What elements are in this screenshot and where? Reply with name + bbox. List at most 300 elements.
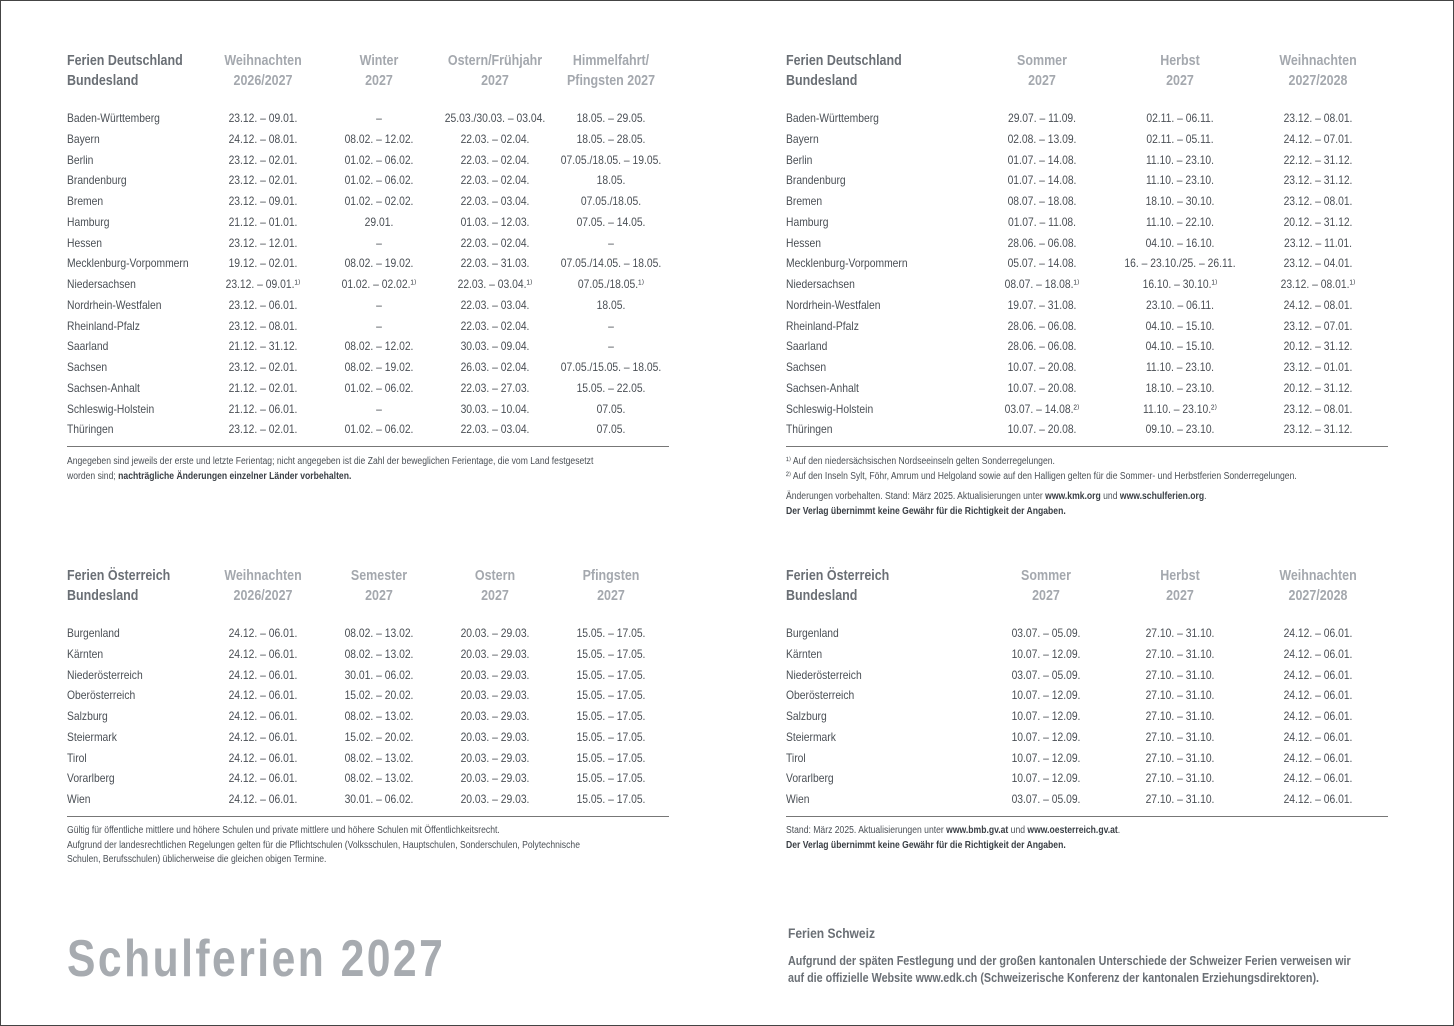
footnote-emphasis: Der Verlag übernimmt keine Gewähr für die Richtigkeit der Angaben. [786,505,1066,517]
date-range: 10.07. – 12.09. [1011,729,1081,744]
column-header [1017,51,1067,91]
column-header [1279,566,1356,606]
date-range: 27.10. – 31.10. [1145,626,1215,640]
state-name: Rheinland-Pfalz [67,318,140,333]
state-name: Nordrhein-Westfalen [67,297,162,312]
state-name: Sachsen-Anhalt [67,380,140,395]
date-range: 07.05./18.05. – 19.05. [560,152,662,167]
column-header [360,51,399,91]
date-range: 30.03. – 10.04. [460,401,530,416]
date-range: 24.12. – 06.01. [228,729,298,744]
footnote-line [786,490,1297,505]
state-name: Sachsen [67,360,108,374]
date-range: 15.02. – 20.02. [344,729,414,744]
state-name: Nordrhein-Westfalen [786,297,881,312]
date-range: 22.03. – 27.03. [460,380,530,395]
column-header [448,51,542,91]
state-name: Niedersachsen [67,277,136,291]
date-range: 01.07. – 14.08. [1007,173,1077,188]
column-header-line: Herbst [1160,53,1200,69]
date-range: 10.07. – 12.09. [1011,709,1081,723]
date-range: 16. – 23.10./25. – 26.11. [1124,256,1236,271]
date-range: 08.02. – 13.02. [344,646,414,661]
date-range: 22.03. – 02.04. [460,235,530,250]
date-range: 21.12. – 01.01. [228,214,298,229]
date-range: 01.07. – 11.08. [1007,214,1077,229]
footnote-text: . [1117,825,1121,836]
state-name: Salzburg [67,709,108,723]
date-range: 11.10. – 23.10. [1145,360,1215,374]
state-name: Brandenburg [67,173,127,188]
state-name: Berlin [67,152,94,167]
column-header-line: Weihnachten [1279,568,1357,584]
column-header-line: Sommer [1017,53,1067,69]
column-header-line: Bundesland [786,73,858,89]
table-row [67,212,671,233]
date-range: 30.01. – 06.02. [344,792,414,806]
date-range: 22.03. – 03.04. [460,422,530,437]
column-header-line: 2027 [481,73,509,89]
date-range: 24.12. – 08.01. [1283,297,1353,312]
date-range: 28.06. – 06.08. [1007,339,1077,354]
state-name: Hessen [786,235,821,250]
footnote-emphasis: Der Verlag übernimmt keine Gewähr für die Richtigkeit der Angaben. [786,839,1066,851]
table-row [67,419,671,440]
date-range: 23.12. – 01.01. [1283,360,1353,374]
table-row [67,748,671,769]
date-range: 24.12. – 06.01. [228,792,298,806]
column-header-line: Ferien Deutschland [786,53,902,69]
column-header [786,51,902,91]
column-header [1160,566,1200,606]
date-range: 20.03. – 29.03. [460,667,530,682]
date-range: 07.05. [596,422,626,437]
table-row [786,170,1390,191]
date-range: 15.05. – 17.05. [576,688,646,703]
table-row [67,274,671,295]
date-range: 08.02. – 19.02. [344,360,414,374]
column-header-line: Ferien Österreich [786,568,890,584]
date-range: 24.12. – 06.01. [1283,646,1353,661]
date-range: 08.02. – 12.02. [344,131,414,146]
date-range: 22.03. – 03.04. [460,297,530,312]
date-range: 01.02. – 02.02. [344,194,414,208]
date-range: 30.03. – 09.04. [460,339,530,354]
date-range: 03.07. – 14.08.²⁾ [1004,401,1080,416]
date-range: 04.10. – 15.10. [1145,339,1215,354]
table-row [67,378,671,399]
table-row [67,706,671,727]
date-range: 19.07. – 31.08. [1007,297,1077,312]
state-name: Vorarlberg [786,771,834,786]
state-name: Niederösterreich [786,667,862,682]
table-row [67,191,671,212]
date-range: 20.03. – 29.03. [460,729,530,744]
column-header-line: 2027 [597,588,625,604]
date-range: 24.12. – 06.01. [228,626,298,640]
state-name: Saarland [67,339,109,354]
date-range: 10.07. – 20.08. [1007,360,1077,374]
footnote-text: worden sind; [67,470,119,482]
date-range: 02.08. – 13.09. [1007,131,1077,146]
date-range: 01.02. – 06.02. [344,380,414,395]
table-body [67,108,671,440]
table-body [786,108,1390,440]
column-header-line: Herbst [1160,568,1200,584]
date-range: 24.12. – 08.01. [228,131,298,146]
state-name: Steiermark [786,729,836,744]
column-header-line: Ferien Deutschland [67,53,183,69]
state-name: Saarland [786,339,828,354]
column-header [475,566,515,606]
date-range: – [376,297,382,312]
date-range: 24.12. – 06.01. [1283,626,1353,640]
date-range: – [608,318,614,333]
table-row [67,129,671,150]
date-range: 23.12. – 02.01. [228,173,298,188]
date-range: 18.05. [596,173,626,188]
footnote-line [786,824,1120,839]
date-range: 23.12. – 08.01. [1283,111,1353,125]
state-name: Oberösterreich [786,688,855,703]
date-range: 29.07. – 11.09. [1007,111,1077,125]
date-range: 15.05. – 17.05. [576,771,646,786]
date-range: 23.12. – 08.01. [228,318,298,333]
footnote-text: Aufgrund der landesrechtlichen Regelungen gelten für die Pflichtschulen (Volksschulen, Hauptschulen, Sonderschulen, Polytechnische [67,839,580,851]
table-row [786,357,1390,378]
date-range: 08.07. – 18.08.¹⁾ [1004,277,1080,291]
state-name: Berlin [786,152,813,167]
column-header-line: 2027 [481,588,509,604]
date-range: 23.12. – 12.01. [228,235,298,250]
table-row [786,108,1390,129]
column-header [1021,566,1071,606]
date-range: 11.10. – 23.10. [1145,152,1215,167]
table-row [786,150,1390,171]
table-row [786,316,1390,337]
column-header-line: Ostern [474,568,516,584]
table-row [67,644,671,665]
date-range: 05.07. – 14.08. [1007,256,1077,271]
column-header [567,51,655,91]
table-de-summer-autumn [786,51,1390,517]
table-row [67,685,671,706]
date-range: 24.12. – 06.01. [228,771,298,786]
date-range: 22.03. – 02.04. [460,152,530,167]
table-row [786,727,1390,748]
date-range: 23.12. – 08.01.¹⁾ [1280,277,1356,291]
date-range: 23.10. – 06.11. [1145,297,1215,312]
footnote-line [786,839,1120,854]
date-range: 01.02. – 02.02.¹⁾ [341,277,417,291]
schweiz-line: auf die offizielle Website www.edk.ch (Schweizerische Konferenz der kantonalen Erziehungsdirektoren). [788,971,1320,985]
state-name: Schleswig-Holstein [67,401,155,416]
date-range: 01.02. – 06.02. [344,152,414,167]
column-header-line: Pfingsten [582,568,640,584]
date-range: 02.11. – 05.11. [1146,131,1214,146]
date-range: 23.12. – 31.12. [1283,422,1353,437]
state-name: Schleswig-Holstein [786,401,874,416]
date-range: 01.02. – 06.02. [344,422,414,437]
footnote-line [67,824,580,839]
date-range: 08.02. – 19.02. [344,256,414,271]
column-header-line: 2027 [365,588,393,604]
date-range: 28.06. – 06.08. [1007,235,1077,250]
footnote-text: ¹⁾ Auf den niedersächsischen Nordseeinseln gelten Sonderregelungen. [786,456,1055,467]
date-range: 28.06. – 06.08. [1007,318,1077,333]
date-range: – [608,235,614,250]
table-row [786,233,1390,254]
table-row [786,768,1390,789]
date-range: 10.07. – 12.09. [1011,771,1081,786]
date-range: 15.05. – 17.05. [576,709,646,723]
state-name: Rheinland-Pfalz [786,318,859,333]
date-range: 08.02. – 13.02. [344,709,414,723]
date-range: 07.05./18.05. [580,194,642,208]
date-range: 20.03. – 29.03. [460,750,530,765]
column-header-line: Winter [359,53,399,69]
date-range: 08.07. – 18.08. [1007,194,1077,208]
column-header-line: 2027/2028 [1288,73,1348,89]
state-name: Vorarlberg [67,771,115,786]
date-range: 07.05./15.05. – 18.05. [560,360,662,374]
date-range: 27.10. – 31.10. [1145,709,1215,723]
table-row [786,212,1390,233]
date-range: 24.12. – 06.01. [1283,729,1353,744]
date-range: 20.03. – 29.03. [460,709,530,723]
date-range: 19.12. – 02.01. [228,256,298,271]
column-header-line: 2027 [1166,73,1194,89]
date-range: 22.03. – 02.04. [460,318,530,333]
date-range: 23.12. – 02.01. [228,422,298,437]
date-range: 15.02. – 20.02. [344,688,414,703]
column-header [224,51,301,91]
table-row [786,253,1390,274]
column-header-line: Ostern/Frühjahr [447,53,543,69]
schweiz-title: Ferien Schweiz [788,925,875,941]
date-range: 24.12. – 06.01. [228,750,298,765]
date-range: 27.10. – 31.10. [1145,729,1215,744]
date-range: 18.05. – 28.05. [576,131,646,146]
table-row [786,129,1390,150]
table-row [67,399,671,420]
table-row [786,378,1390,399]
footnote [786,455,1297,519]
state-name: Niedersachsen [786,277,855,291]
footnote-line [786,505,1297,520]
date-range: 22.03. – 02.04. [460,173,530,188]
date-range: 07.05./18.05.¹⁾ [577,277,645,291]
table-row [786,419,1390,440]
table-row [67,295,671,316]
date-range: 24.12. – 06.01. [228,688,298,703]
table-row [786,789,1390,810]
date-range: 03.07. – 05.09. [1011,667,1081,682]
date-range: 20.03. – 29.03. [460,626,530,640]
state-name: Mecklenburg-Vorpommern [67,256,189,271]
date-range: 03.07. – 05.09. [1011,626,1081,640]
date-range: 01.02. – 06.02. [344,173,414,188]
date-range: 24.12. – 06.01. [1283,667,1353,682]
date-range: 27.10. – 31.10. [1145,750,1215,765]
footnote-emphasis: www.schulferien.org [1119,491,1205,502]
divider [67,816,669,817]
state-name: Hamburg [786,214,829,229]
table-row [67,623,671,644]
table-row [67,768,671,789]
state-name: Tirol [786,750,806,765]
date-range: 20.12. – 31.12. [1283,339,1353,354]
column-header-line: 2027 [1166,588,1194,604]
date-range: 21.12. – 06.01. [228,401,298,416]
footnote-text: Gültig für öffentliche mittlere und höhere Schulen und private mittlere und höhere Schulen mit Öffentlichkeitsrecht. [67,825,500,836]
date-range: 27.10. – 31.10. [1145,792,1215,806]
column-header-line: 2027/2028 [1288,588,1348,604]
column-header [786,566,889,606]
date-range: 23.12. – 02.01. [228,360,298,374]
date-range: 30.01. – 06.02. [344,667,414,682]
date-range: 29.01. [364,214,394,229]
column-header-line: Bundesland [67,73,139,89]
table-body [67,623,671,810]
column-header-line: Ferien Österreich [67,568,171,584]
footnote-line [786,470,1297,485]
state-name: Bremen [67,194,104,208]
date-range: 16.10. – 30.10.¹⁾ [1142,277,1218,291]
state-name: Bremen [786,194,823,208]
table-row [786,685,1390,706]
table-row [67,108,671,129]
state-name: Mecklenburg-Vorpommern [786,256,908,271]
table-row [67,170,671,191]
date-range: 24.12. – 06.01. [1283,688,1353,703]
date-range: 20.03. – 29.03. [460,792,530,806]
date-range: 24.12. – 06.01. [1283,709,1353,723]
date-range: 23.12. – 09.01. [228,194,298,208]
table-row [786,665,1390,686]
date-range: 24.12. – 06.01. [1283,792,1353,806]
date-range: 23.12. – 06.01. [228,297,298,312]
footnote [67,455,593,484]
date-range: 24.12. – 06.01. [228,667,298,682]
footnote-text: und [1008,825,1028,836]
date-range: 07.05./14.05. – 18.05. [560,256,662,271]
table-header [67,51,671,95]
column-header [1279,51,1356,91]
state-name: Burgenland [786,626,839,640]
date-range: 01.03. – 12.03. [460,214,530,229]
date-range: 02.11. – 06.11. [1146,111,1214,125]
footnote-emphasis: www.bmb.gv.at [946,825,1009,836]
state-name: Brandenburg [786,173,846,188]
date-range: 23.12. – 11.01. [1283,235,1353,250]
date-range: 10.07. – 20.08. [1007,380,1077,395]
page-title: Schulferien 2027 [67,930,446,988]
date-range: 23.12. – 04.01. [1283,256,1353,271]
footnote-line [786,455,1297,470]
footnote-line [67,839,580,854]
date-range: 23.12. – 09.01. [228,111,298,125]
footnote-line [67,470,593,485]
state-name: Wien [67,792,91,806]
state-name: Thüringen [67,422,114,437]
column-header [67,51,183,91]
date-range: 03.07. – 05.09. [1011,792,1081,806]
table-row [67,233,671,254]
date-range: 18.10. – 30.10. [1145,194,1215,208]
table-at-winter-spring [67,566,671,865]
divider [786,816,1388,817]
date-range: 15.05. – 22.05. [576,380,646,395]
footnote-text: Angegeben sind jeweils der erste und letzte Ferientag; nicht angegeben ist die Zahl der beweglichen Ferientage, die vom Land festgesetzt [67,456,594,467]
column-header-line: 2026/2027 [233,73,293,89]
column-header [1160,51,1200,91]
date-range: 10.07. – 12.09. [1011,750,1081,765]
state-name: Kärnten [67,646,104,661]
date-range: 15.05. – 17.05. [576,729,646,744]
state-name: Salzburg [786,709,827,723]
date-range: 24.12. – 06.01. [1283,771,1353,786]
footnote-text: Stand: März 2025. Aktualisierungen unter [786,825,947,836]
date-range: – [608,339,614,354]
state-name: Niederösterreich [67,667,143,682]
state-name: Wien [786,792,810,806]
date-range: – [376,235,382,250]
table-row [67,336,671,357]
state-name: Hamburg [67,214,110,229]
table-header [67,566,671,610]
date-range: 23.12. – 07.01. [1283,318,1353,333]
date-range: 23.12. – 08.01. [1283,194,1353,208]
column-header [583,566,640,606]
state-name: Sachsen [786,360,827,374]
column-header-line: Pfingsten 2027 [566,73,656,89]
table-row [786,191,1390,212]
date-range: 22.03. – 03.04.¹⁾ [457,277,533,291]
date-range: 18.10. – 23.10. [1145,380,1215,395]
column-header-line: 2027 [1028,73,1056,89]
footnote-line [67,853,580,868]
column-header [224,566,301,606]
date-range: 27.10. – 31.10. [1145,646,1215,661]
table-row [786,644,1390,665]
date-range: 18.05. [596,297,626,312]
table-header [786,51,1390,95]
state-name: Bayern [786,131,819,146]
date-range: 27.10. – 31.10. [1145,667,1215,682]
table-at-summer-autumn [786,566,1390,851]
table-row [786,295,1390,316]
column-header-line: Semester [350,568,408,584]
date-range: 15.05. – 17.05. [576,750,646,765]
date-range: 23.12. – 08.01. [1283,401,1353,416]
date-range: 08.02. – 13.02. [344,750,414,765]
schweiz-line: Aufgrund der späten Festlegung und der großen kantonalen Unterschiede der Schweizer Ferien verweisen wir [788,954,1351,968]
date-range: 15.05. – 17.05. [576,626,646,640]
column-header-line: Weihnachten [224,568,302,584]
date-range: 20.12. – 31.12. [1283,214,1353,229]
schweiz-text [788,953,1351,987]
state-name: Sachsen-Anhalt [786,380,859,395]
table-row [786,706,1390,727]
date-range: 11.10. – 23.10.²⁾ [1142,401,1218,416]
column-header-line: 2027 [1032,588,1060,604]
column-header [351,566,407,606]
date-range: 26.03. – 02.04. [460,360,530,374]
date-range: – [376,111,382,125]
footnote-text: Schulen, Berufsschulen) üblicherweise die gleichen obigen Termine. [67,854,327,865]
date-range: 25.03./30.03. – 03.04. [444,111,546,125]
